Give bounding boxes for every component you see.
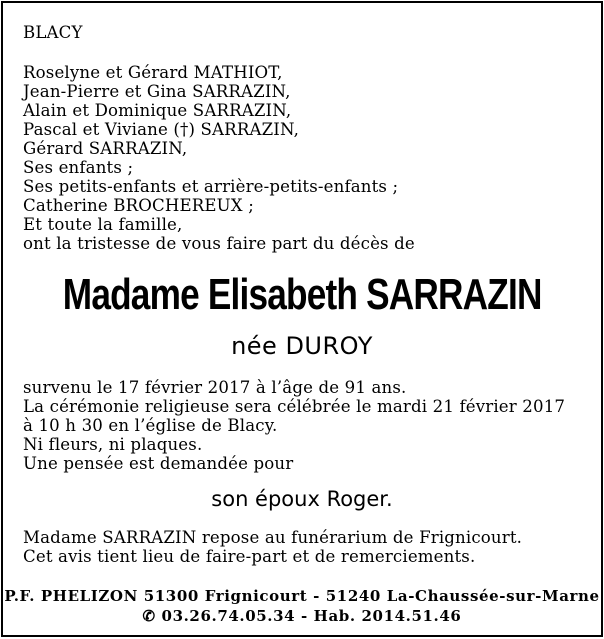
details-line: survenu le 17 février 2017 à l’âge de 91 ans. [23, 378, 407, 397]
deceased-name: Madame Elisabeth SARRAZIN [62, 270, 542, 319]
family-line: Gérard SARRAZIN, [23, 139, 188, 158]
family-line: Pascal et Viviane (†) SARRAZIN, [23, 120, 300, 139]
details-line: Une pensée est demandée pour [23, 454, 294, 473]
maiden-name: née DUROY [231, 332, 373, 360]
spouse-mention: son époux Roger. [211, 487, 393, 511]
details-line: La cérémonie religieuse sera célébrée le mardi 21 février 2017 [23, 397, 566, 416]
funeral-home-contact: ✆ 03.26.74.05.34 - Hab. 2014.51.46 [142, 607, 462, 625]
closing-line: Madame SARRAZIN repose au funérarium de Frignicourt. [23, 528, 523, 547]
family-line: Et toute la famille, [23, 215, 183, 234]
family-line: Ses petits-enfants et arrière-petits-enfants ; [23, 177, 399, 196]
family-line: Roselyne et Gérard MATHIOT, [23, 63, 283, 82]
family-line: Ses enfants ; [23, 158, 134, 177]
announcement-line: ont la tristesse de vous faire part du décès de [23, 234, 415, 253]
closing-line: Cet avis tient lieu de faire-part et de remerciements. [23, 547, 476, 566]
funeral-home-info: P.F. PHELIZON 51300 Frignicourt - 51240 La-Chaussée-sur-Marne [4, 587, 600, 605]
town-name: BLACY [23, 23, 83, 42]
details-line: à 10 h 30 en l’église de Blacy. [23, 416, 278, 435]
family-line: Jean-Pierre et Gina SARRAZIN, [23, 82, 291, 101]
family-line: Catherine BROCHEREUX ; [23, 196, 254, 215]
obituary-notice [1, 1, 603, 637]
family-line: Alain et Dominique SARRAZIN, [23, 101, 292, 120]
details-line: Ni fleurs, ni plaques. [23, 435, 203, 454]
